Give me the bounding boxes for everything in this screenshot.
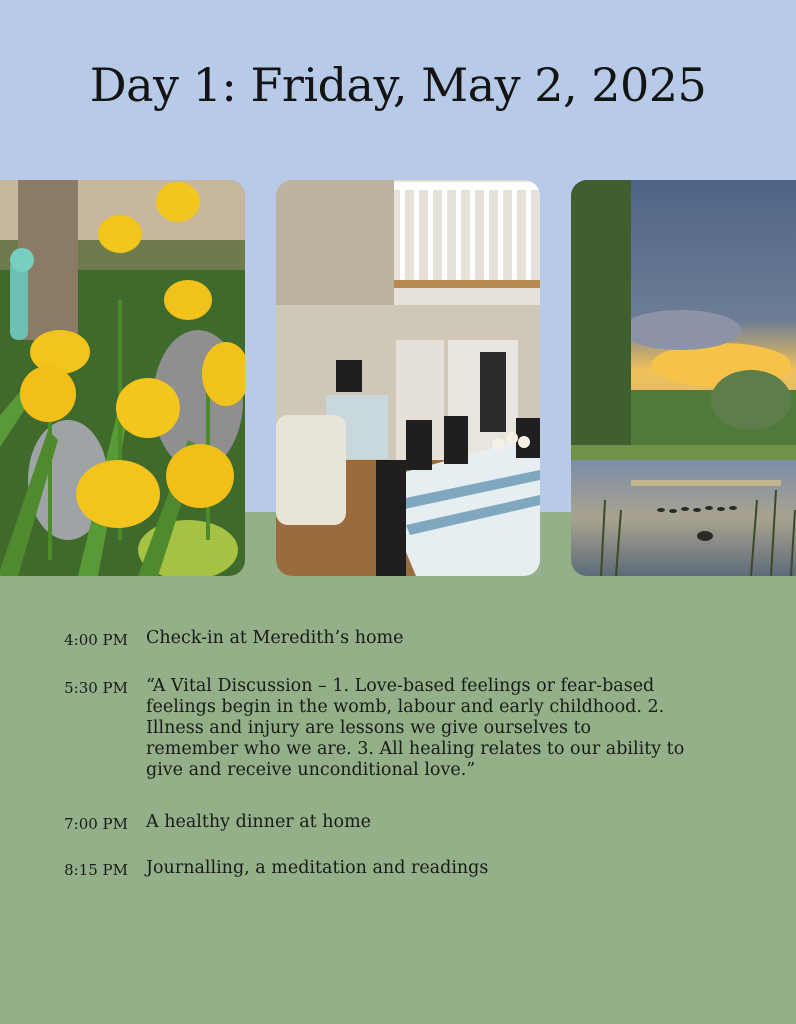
page-title: Day 1: Friday, May 2, 2025 (89, 58, 707, 112)
living-room-photo (276, 180, 540, 576)
pond-sunset-photo (571, 180, 796, 576)
schedule-text: “A Vital Discussion – 1. Love-based feelings or fear-based feelings begin in the womb, labour and early childhood. 2. Illness and injury are lessons we give ourselves to remember who we are. 3. All healing relates to our ability to give and receive unconditional love.” (146, 676, 685, 780)
schedule-time: 7:00 PM (64, 815, 128, 833)
schedule-time: 8:15 PM (64, 861, 128, 879)
schedule-text: A healthy dinner at home (146, 812, 372, 832)
schedule-time: 5:30 PM (64, 679, 128, 697)
schedule-text: Journalling, a meditation and readings (146, 858, 489, 878)
tulips-photo (0, 180, 245, 576)
schedule-text: Check-in at Meredith’s home (146, 628, 404, 648)
schedule-time: 4:00 PM (64, 631, 128, 649)
